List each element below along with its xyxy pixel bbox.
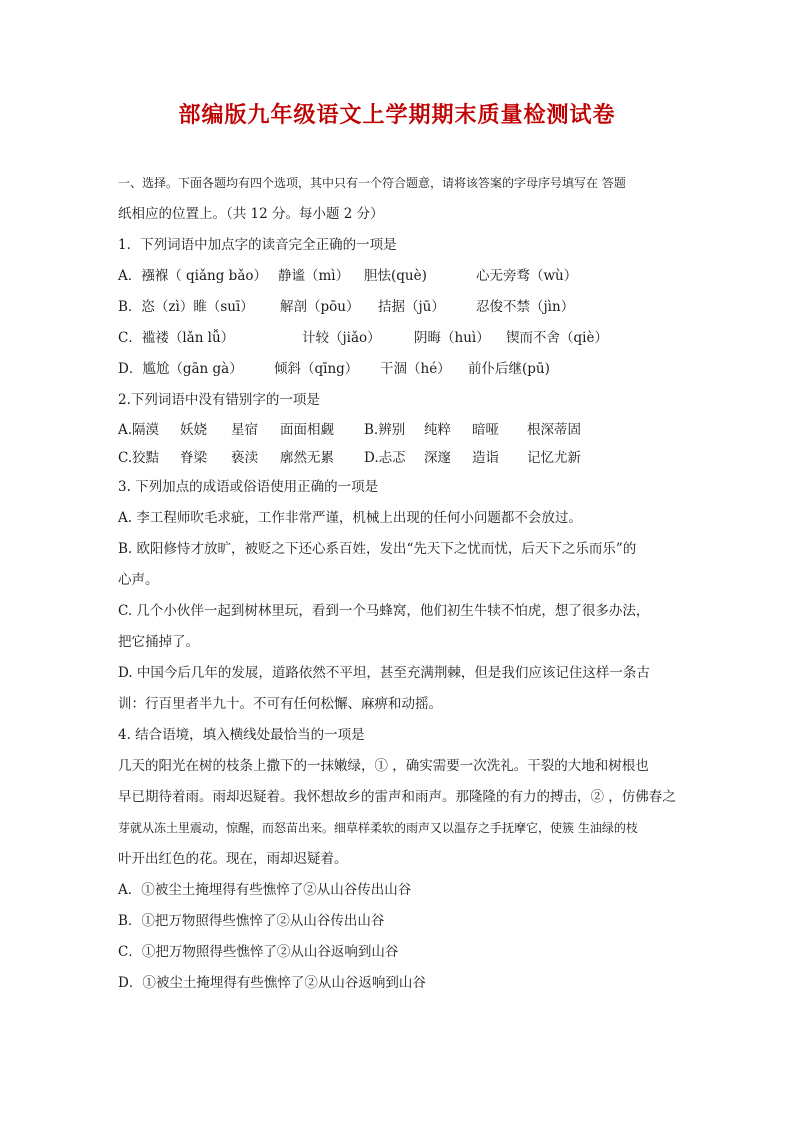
q1-c-word4: 锲而不舍（qiè） <box>506 330 608 346</box>
document-body <box>118 168 678 999</box>
q1-d-word3: 干涸（hé） <box>380 361 451 377</box>
q1-b-word3: 拮据（jū） <box>378 299 445 315</box>
q2-r2-w1: C.狡黠 <box>118 450 160 466</box>
q3-option-b-line2: 心声。 <box>118 572 159 588</box>
q1-a-word3: 胆怯(què) <box>364 268 427 284</box>
q3-option-c-line2: 把它捅掉了。 <box>118 634 199 650</box>
q4-option-c: C．①把万物照得些憔悴了②从山谷返响到山谷 <box>118 944 399 960</box>
q2-r2-w5: D.忐忑 <box>364 450 406 466</box>
q1-a-word2: 静谧（mì） <box>278 268 350 284</box>
q3-option-d-line1: D. 中国今后几年的发展，道路依然不平坦，甚至充满荆棘，但是我们应该记住这样一条古 <box>118 665 650 681</box>
q4-passage-line3: 芽就从冻土里震动，惊醒，而怒苗出来。细草样柔软的雨声又以温存之手抚摩它，使簇 生油绿的枝 <box>118 821 638 835</box>
q4-option-b: B．①把万物照得些憔悴了②从山谷传出山谷 <box>118 913 385 929</box>
q2-r1-w2: 妖娆 <box>180 422 207 438</box>
q1-b-word2: 解剖（pōu） <box>280 299 360 315</box>
q2-stem: 2.下列词语中没有错别字的一项是 <box>118 392 320 408</box>
q1-option-c <box>118 323 678 354</box>
q2-r1-w4: 面面相觑 <box>280 422 334 438</box>
q2-r2-w2: 脊梁 <box>180 450 207 466</box>
section1-intro-line2: 纸相应的位置上。（共 12 分。每小题 2 分） <box>118 206 384 222</box>
q4-stem: 4. 结合语境，填入横线处最恰当的一项是 <box>118 727 365 743</box>
q3-stem: 3. 下列加点的成语或俗语使用正确的一项是 <box>118 479 379 495</box>
q2-r2-w8: 记忆尤新 <box>527 450 581 466</box>
q1-option-b <box>118 292 678 323</box>
q3-option-d-line2: 训：行百里者半九十。不可有任何松懈、麻痹和动摇。 <box>118 696 442 712</box>
q2-row2 <box>118 444 678 472</box>
q3-option-a: A. 李工程师吹毛求疵，工作非常严谨，机械上出现的任何小问题都不会放过。 <box>118 510 582 526</box>
q4-passage-line2: 早已期待着雨。雨却迟疑着。我怀想故乡的雷声和雨声。那隆隆的有力的搏击，② ，仿佛春之 <box>118 789 676 805</box>
q1-a-word4: 心无旁骛（wù） <box>476 268 578 284</box>
q2-r2-w6: 深邃 <box>424 450 451 466</box>
q2-r1-w6: 纯粹 <box>424 422 451 438</box>
q1-d-word1: D．尴尬（gān gà） <box>118 361 243 377</box>
q3-option-b-line1: B. 欧阳修恃才放旷，被贬之下还心系百姓，发出“先天下之忧而忧，后天下之乐而乐”的 <box>118 541 637 557</box>
q1-b-word1: B．恣（zì）睢（suī） <box>118 299 254 315</box>
q1-a-word1: A．襁褓（ qiǎng bǎo） <box>118 268 267 284</box>
q2-r1-w8: 根深蒂固 <box>527 422 581 438</box>
q2-r1-w3: 星宿 <box>231 422 258 438</box>
q1-d-word4: 前仆后继(pū) <box>468 361 550 377</box>
q2-r2-w3: 亵渎 <box>231 450 258 466</box>
q4-option-a: A．①被尘土掩埋得有些憔悴了②从山谷传出山谷 <box>118 882 412 898</box>
q2-row1 <box>118 416 678 444</box>
q2-r1-w5: B.辨别 <box>364 422 406 438</box>
q1-c-word1: C．褴褛（lǎn lǚ） <box>118 330 235 346</box>
q3-option-c-line1: C. 几个小伙伴一起到树林里玩，看到一个马蜂窝，他们初生牛犊不怕虎，想了很多办法， <box>118 603 650 619</box>
q4-passage-line1: 几天的阳光在树的枝条上撒下的一抹嫩绿，① ，确实需要一次洗礼。干裂的大地和树根也 <box>118 758 649 774</box>
q1-c-word2: 计较（jiǎo） <box>302 330 381 346</box>
q1-stem: 1．下列词语中加点字的读音完全正确的一项是 <box>118 237 397 253</box>
page-title: 部编版九年级语文上学期期末质量检测试卷 <box>178 103 616 128</box>
q4-passage-line4: 叶开出红色的花。现在，雨却迟疑着。 <box>118 851 348 867</box>
q1-d-word2: 倾斜（qīng） <box>274 361 359 377</box>
q2-r2-w4: 廓然无累 <box>280 450 334 466</box>
q2-r1-w1: A.隔漠 <box>118 422 160 438</box>
q1-option-a <box>118 261 678 292</box>
q1-b-word4: 忍俊不禁（jìn） <box>476 299 575 315</box>
q4-option-d: D．①被尘土掩埋得有些憔悴了②从山谷返响到山谷 <box>118 975 426 991</box>
section1-intro-line1: 一、选择。下面各题均有四个选项，其中只有一个符合题意，请将该答案的字母序号填写在 答题 <box>118 176 626 190</box>
q1-option-d <box>118 354 678 385</box>
q2-r2-w7: 造诣 <box>472 450 499 466</box>
q2-r1-w7: 暗哑 <box>472 422 499 438</box>
q1-c-word3: 阴晦（huì） <box>414 330 490 346</box>
